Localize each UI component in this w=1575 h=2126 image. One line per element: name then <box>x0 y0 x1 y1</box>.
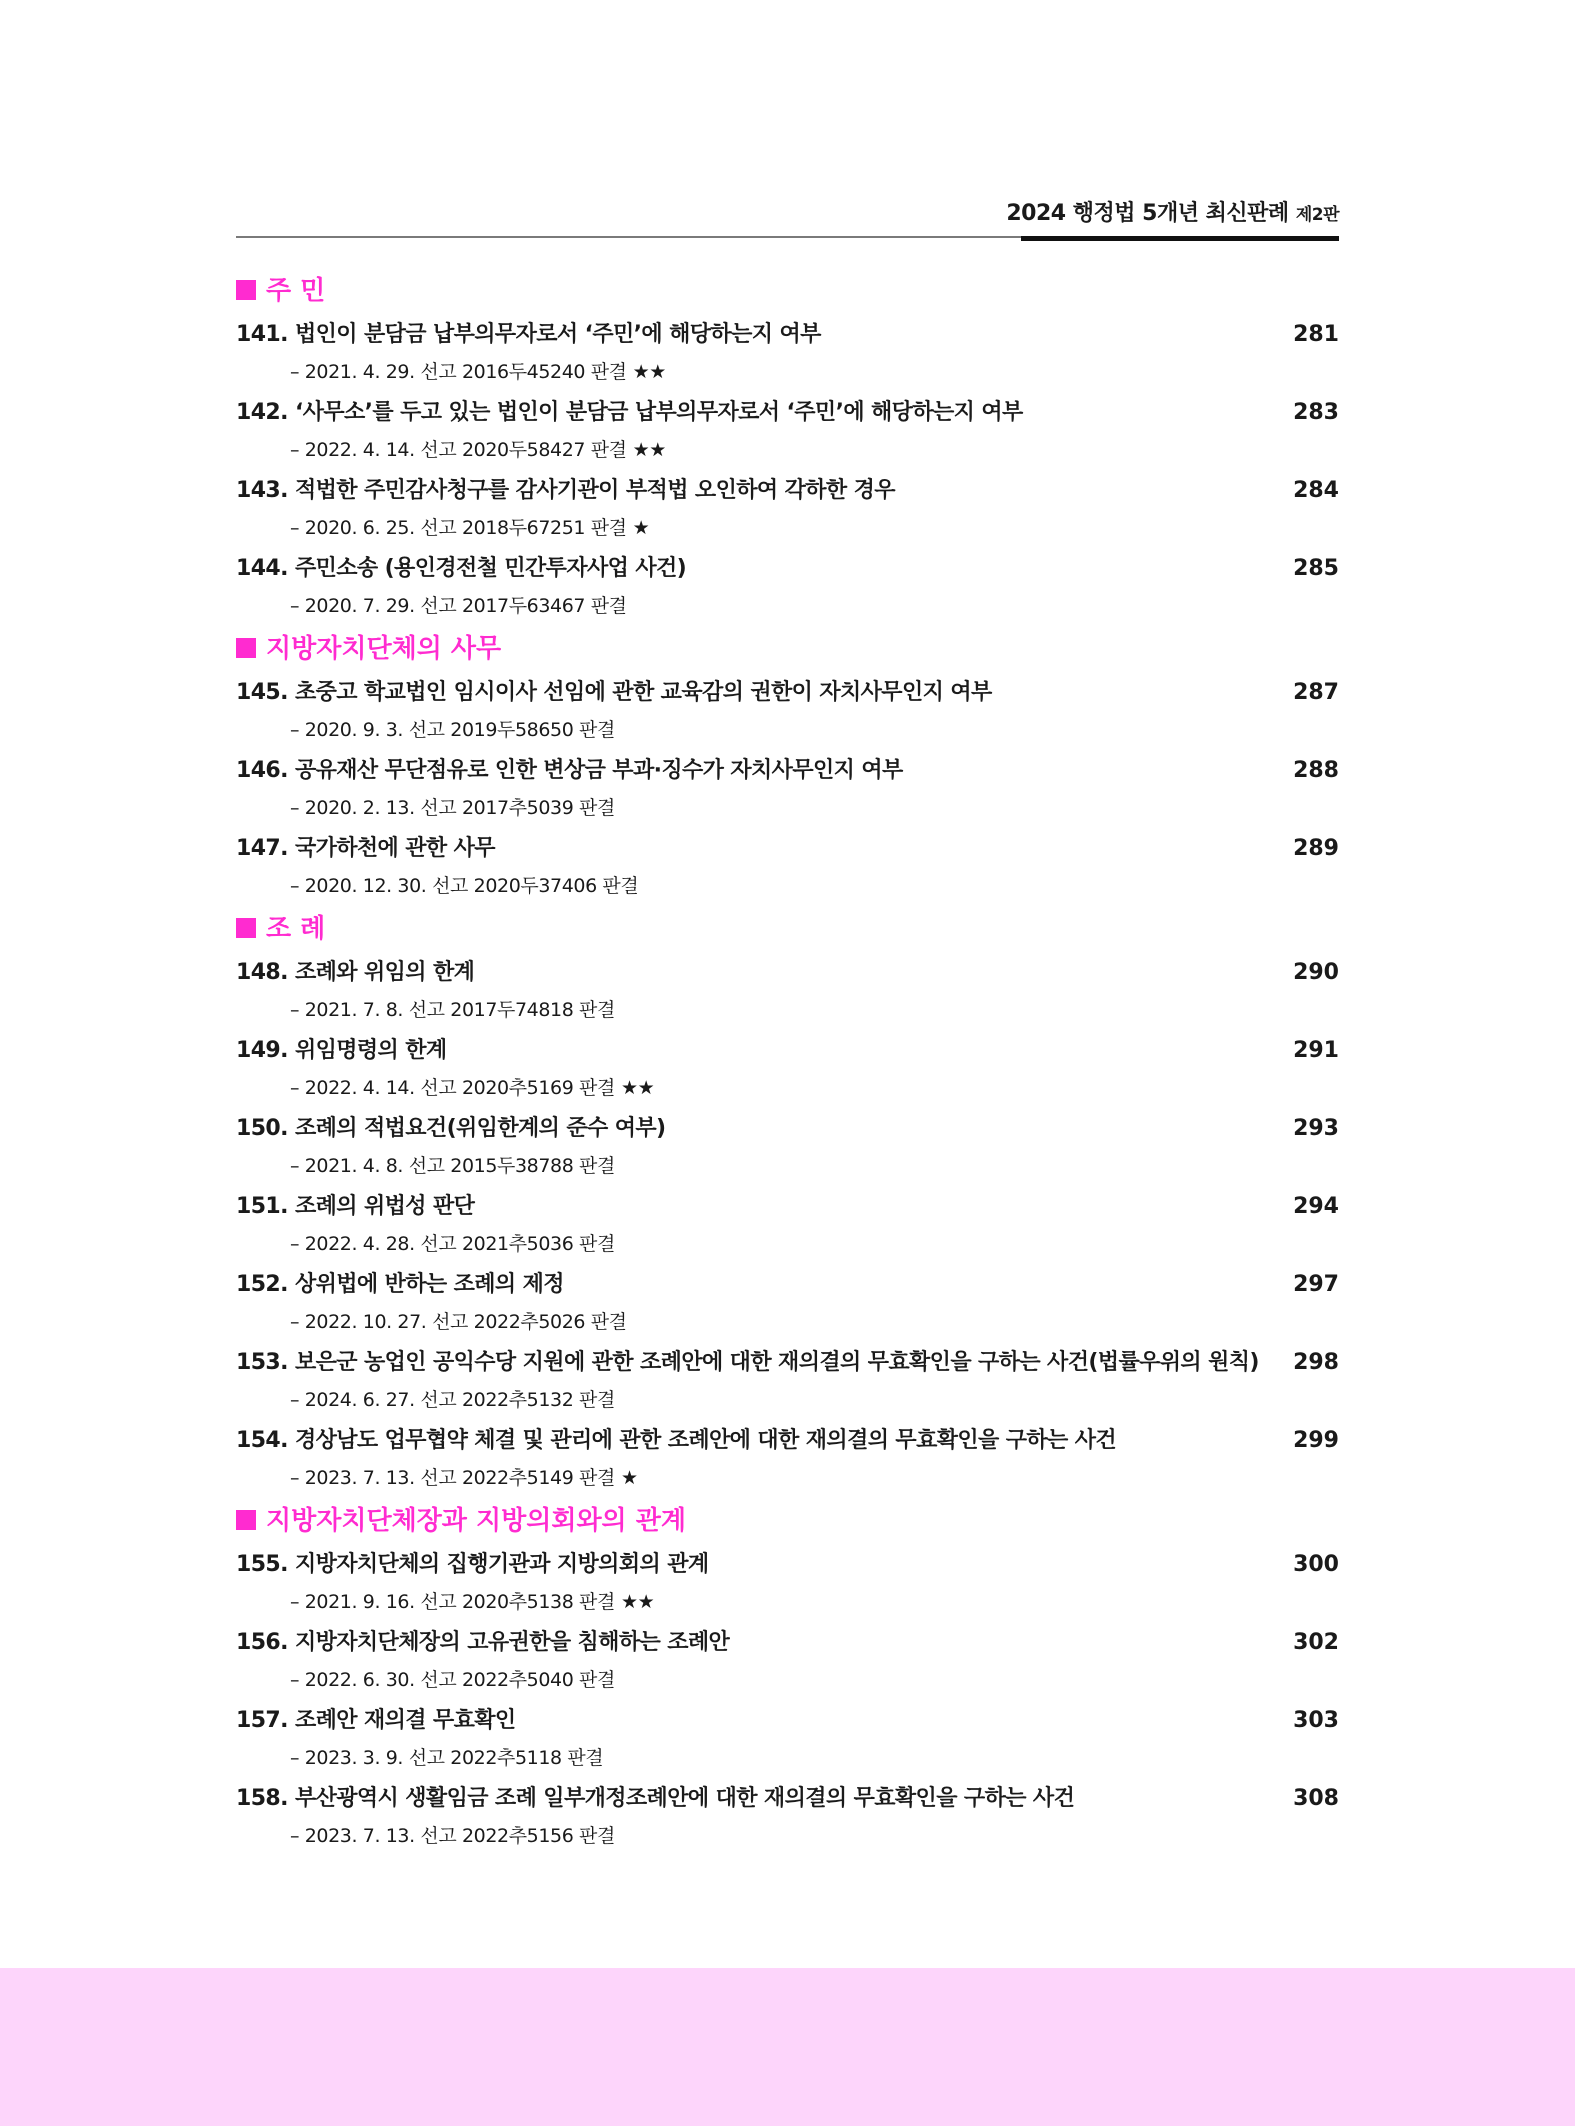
section-title: 지방자치단체의 사무 <box>266 634 502 664</box>
page-number: 281 <box>1293 322 1339 347</box>
entry-title: 151. 조례의 위법성 판단 <box>236 1194 475 1219</box>
toc-entry[interactable] <box>236 1544 1339 1622</box>
entry-title: 141. 법인이 분담금 납부의무자로서 ‘주민’에 해당하는지 여부 <box>236 322 821 347</box>
toc-entry[interactable] <box>236 672 1339 750</box>
page-number: 294 <box>1293 1194 1339 1219</box>
section-title: 지방자치단체장과 지방의회와의 관계 <box>266 1506 686 1536</box>
case-citation <box>290 712 615 748</box>
case-citation-text: – 2020. 12. 30. 선고 2020두37406 판결 <box>290 875 639 897</box>
square-bullet-icon <box>236 638 256 658</box>
case-citation-text: – 2022. 10. 27. 선고 2022추5026 판결 <box>290 1311 627 1333</box>
importance-stars: ★★ <box>620 1077 655 1099</box>
page-number: 308 <box>1293 1786 1339 1811</box>
entry-title: 148. 조례와 위임의 한계 <box>236 960 475 985</box>
entry-title: 149. 위임명령의 한계 <box>236 1038 447 1063</box>
toc-entry[interactable] <box>236 1186 1339 1264</box>
case-citation-text: – 2023. 3. 9. 선고 2022추5118 판결 <box>290 1747 604 1769</box>
case-citation <box>290 1740 603 1776</box>
case-citation <box>290 1818 615 1854</box>
case-citation <box>290 1226 615 1262</box>
page-number: 284 <box>1293 478 1339 503</box>
toc-entry[interactable] <box>236 1420 1339 1498</box>
entry-title: 145. 초중고 학교법인 임시이사 선임에 관한 교육감의 권한이 자치사무인지 여부 <box>236 680 992 705</box>
page-number: 293 <box>1293 1116 1339 1141</box>
case-citation-text: – 2020. 7. 29. 선고 2017두63467 판결 <box>290 595 627 617</box>
page-number: 298 <box>1293 1350 1339 1375</box>
footer-band <box>0 1968 1575 2126</box>
case-citation <box>290 1460 638 1496</box>
case-citation <box>290 354 666 390</box>
case-citation-text: – 2022. 6. 30. 선고 2022추5040 판결 <box>290 1669 615 1691</box>
section-title: 조 례 <box>266 914 326 944</box>
case-citation-text: – 2020. 2. 13. 선고 2017추5039 판결 <box>290 797 615 819</box>
entry-title: 147. 국가하천에 관한 사무 <box>236 836 495 861</box>
toc-entry[interactable] <box>236 1264 1339 1342</box>
entry-title: 152. 상위법에 반하는 조례의 제정 <box>236 1272 564 1297</box>
page-number: 289 <box>1293 836 1339 861</box>
entry-title: 158. 부산광역시 생활임금 조례 일부개정조례안에 대한 재의결의 무효확인을 구하는 사건 <box>236 1786 1075 1811</box>
case-citation-text: – 2024. 6. 27. 선고 2022추5132 판결 <box>290 1389 615 1411</box>
case-citation-text: – 2021. 7. 8. 선고 2017두74818 판결 <box>290 999 615 1021</box>
toc-entry[interactable] <box>236 548 1339 626</box>
toc-entry[interactable] <box>236 1778 1339 1856</box>
case-citation-text: – 2023. 7. 13. 선고 2022추5156 판결 <box>290 1825 615 1847</box>
case-citation <box>290 1304 627 1340</box>
page-number: 290 <box>1293 960 1339 985</box>
toc-entry[interactable] <box>236 750 1339 828</box>
case-citation <box>290 432 666 468</box>
case-citation-text: – 2022. 4. 28. 선고 2021추5036 판결 <box>290 1233 615 1255</box>
importance-stars: ★★ <box>632 439 666 461</box>
page-number: 291 <box>1293 1038 1339 1063</box>
page-number: 283 <box>1293 400 1339 425</box>
entry-title: 146. 공유재산 무단점유로 인한 변상금 부과·징수가 자치사무인지 여부 <box>236 758 903 783</box>
square-bullet-icon <box>236 918 256 938</box>
toc-entry[interactable] <box>236 392 1339 470</box>
entry-title: 154. 경상남도 업무협약 체결 및 관리에 관한 조례안에 대한 재의결의 무효확인을 구하는 사건 <box>236 1428 1117 1453</box>
entry-title: 150. 조례의 적법요건(위임한계의 준수 여부) <box>236 1116 666 1141</box>
book-title <box>1006 196 1339 227</box>
book-title-text: 2024 행정법 5개년 최신판례 <box>1006 201 1289 226</box>
page-number: 302 <box>1293 1630 1339 1655</box>
square-bullet-icon <box>236 1510 256 1530</box>
section-title: 주 민 <box>266 276 326 306</box>
page-number: 299 <box>1293 1428 1339 1453</box>
page-number: 303 <box>1293 1708 1339 1733</box>
case-citation <box>290 868 638 904</box>
toc-entry[interactable] <box>236 1108 1339 1186</box>
entry-title: 143. 적법한 주민감사청구를 감사기관이 부적법 오인하여 각하한 경우 <box>236 478 895 503</box>
entry-title: 142. ‘사무소’를 두고 있는 법인이 분담금 납부의무자로서 ‘주민’에 해당하는지 여부 <box>236 400 1023 425</box>
section-heading <box>236 268 1339 314</box>
entry-title: 144. 주민소송 (용인경전철 민간투자사업 사건) <box>236 556 687 581</box>
section-heading <box>236 906 1339 952</box>
importance-stars: ★★ <box>620 1591 655 1613</box>
case-citation <box>290 1382 615 1418</box>
running-header <box>236 190 1339 238</box>
case-citation-text: – 2021. 4. 8. 선고 2015두38788 판결 <box>290 1155 615 1177</box>
entry-title: 156. 지방자치단체장의 고유권한을 침해하는 조례안 <box>236 1630 730 1655</box>
importance-stars: ★ <box>620 1467 638 1489</box>
toc-entry[interactable] <box>236 1622 1339 1700</box>
importance-stars: ★★ <box>632 361 666 383</box>
case-citation-text: – 2022. 4. 14. 선고 2020두58427 판결 <box>290 439 627 461</box>
section-heading <box>236 626 1339 672</box>
edition-label: 제2판 <box>1295 205 1339 225</box>
importance-stars: ★ <box>632 517 650 539</box>
case-citation-text: – 2020. 9. 3. 선고 2019두58650 판결 <box>290 719 615 741</box>
toc-entry[interactable] <box>236 314 1339 392</box>
page-number: 300 <box>1293 1552 1339 1577</box>
case-citation-text: – 2023. 7. 13. 선고 2022추5149 판결 <box>290 1467 615 1489</box>
case-citation <box>290 992 615 1028</box>
case-citation <box>290 1070 654 1106</box>
case-citation <box>290 1662 615 1698</box>
case-citation <box>290 588 627 624</box>
case-citation <box>290 1148 615 1184</box>
case-citation-text: – 2021. 9. 16. 선고 2020추5138 판결 <box>290 1591 615 1613</box>
toc-entry[interactable] <box>236 1700 1339 1778</box>
entry-title: 157. 조례안 재의결 무효확인 <box>236 1708 516 1733</box>
header-accent-bar <box>1021 236 1339 241</box>
toc-entry[interactable] <box>236 1030 1339 1108</box>
case-citation <box>290 510 649 546</box>
case-citation-text: – 2022. 4. 14. 선고 2020추5169 판결 <box>290 1077 615 1099</box>
toc-entry[interactable] <box>236 470 1339 548</box>
page-number: 285 <box>1293 556 1339 581</box>
page-number: 297 <box>1293 1272 1339 1297</box>
page-number: 288 <box>1293 758 1339 783</box>
entry-title: 155. 지방자치단체의 집행기관과 지방의회의 관계 <box>236 1552 709 1577</box>
case-citation-text: – 2020. 6. 25. 선고 2018두67251 판결 <box>290 517 627 539</box>
toc-entry[interactable] <box>236 1342 1339 1420</box>
toc-entry[interactable] <box>236 952 1339 1030</box>
case-citation-text: – 2021. 4. 29. 선고 2016두45240 판결 <box>290 361 627 383</box>
case-citation <box>290 1584 654 1620</box>
entry-title: 153. 보은군 농업인 공익수당 지원에 관한 조례안에 대한 재의결의 무효확인을 구하는 사건(법률우위의 원칙) <box>236 1350 1259 1375</box>
toc-entry[interactable] <box>236 828 1339 906</box>
section-heading <box>236 1498 1339 1544</box>
square-bullet-icon <box>236 280 256 300</box>
case-citation <box>290 790 615 826</box>
page-number: 287 <box>1293 680 1339 705</box>
table-of-contents <box>236 268 1339 1856</box>
